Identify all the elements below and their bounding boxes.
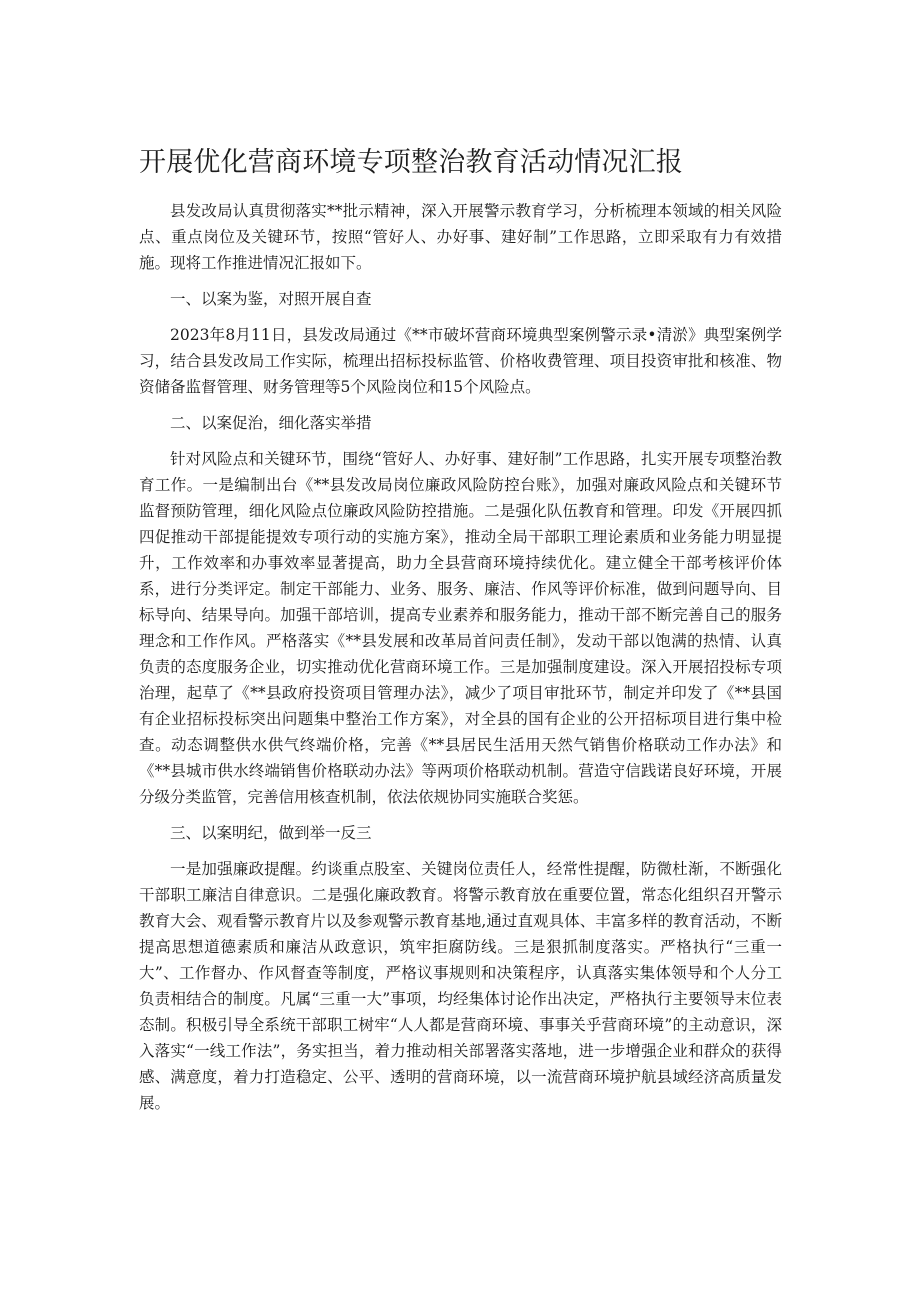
section-3-heading: 三、以案明纪，做到举一反三 — [170, 824, 372, 842]
document-title: 开展优化营商环境专项整治教育活动情况汇报 — [139, 147, 683, 178]
intro-paragraph: 县发改局认真贯彻落实**批示精神，深入开展警示教育学习，分析梳理本领域的相关风险点、重点岗位及关键环节，按照“管好人、办好事、建好制”工作思路，立即采取有力有效措施。现将工作推进情况汇报如下。 — [139, 202, 782, 272]
document-body — [139, 198, 782, 1116]
section-2-paragraph: 针对风险点和关键环节，围绕“管好人、办好事、建好制”工作思路，扎实开展专项整治教育工作。一是编制出台《**县发改局岗位廉政风险防控台账》，加强对廉政风险点和关键环节监督预防管理，细化风险点位廉政风险防控措施。二是强化队伍教育和管理。印发《开展四抓四促推动干部提能提效专项行动的实施方案》，推动全局干部职工理论素质和业务能力明显提升，工作效率和办事效率显著提高，助力全县营商环境持续优化。建立健全干部考核评价体系，进行分类评定。制定干部能力、业务、服务、廉洁、作风等评价标准，做到问题导向、目标导向、结果导向。加强干部培训，提高专业素养和服务能力，推动干部不断完善自己的服务理念和工作作风。严格落实《**县发展和改革局首问责任制》，发动干部以饱满的热情、认真负责的态度服务企业，切实推动优化营商环境工作。三是加强制度建设。深入开展招投标专项治理，起草了《**县政府投资项目管理办法》，减少了项目审批环节，制定并印发了《**县国有企业招标投标突出问题集中整治工作方案》，对全县的国有企业的公开招标项目进行集中检查。动态调整供水供气终端价格，完善《**县居民生活用天然气销售价格联动工作办法》和《**县城市供水终端销售价格联动办法》等两项价格联动机制。营造守信践诺良好环境，开展分级分类监管，完善信用核查机制，依法依规协同实施联合奖惩。 — [139, 450, 782, 806]
section-1-paragraph: 2023年8月11日，县发改局通过《**市破坏营商环境典型案例警示录•清淤》典型案例学习，结合县发改局工作实际，梳理出招标投标监管、价格收费管理、项目投资审批和核准、物资储备监督管理、财务管理等5个风险岗位和15个风险点。 — [139, 326, 782, 396]
section-1-heading: 一、以案为鉴，对照开展自查 — [170, 290, 372, 308]
section-3-paragraph: 一是加强廉政提醒。约谈重点股室、关键岗位责任人，经常性提醒，防微杜渐，不断强化干部职工廉洁自律意识。二是强化廉政教育。将警示教育放在重要位置，常态化组织召开警示教育大会、观看警示教育片以及参观警示教育基地,通过直观具体、丰富多样的教育活动，不断提高思想道德素质和廉洁从政意识，筑牢拒腐防线。三是狠抓制度落实。严格执行“三重一大”、工作督办、作风督查等制度，严格议事规则和决策程序，认真落实集体领导和个人分工负责相结合的制度。凡属“三重一大”事项，均经集体讨论作出决定，严格执行主要领导末位表态制。积极引导全系统干部职工树牢“人人都是营商环境、事事关乎营商环境”的主动意识，深入落实“一线工作法”，务实担当，着力推动相关部署落实落地，进一步增强企业和群众的获得感、满意度，着力打造稳定、公平、透明的营商环境，以一流营商环境护航县域经济高质量发展。 — [139, 860, 782, 1112]
section-2-heading: 二、以案促治，细化落实举措 — [170, 414, 372, 432]
